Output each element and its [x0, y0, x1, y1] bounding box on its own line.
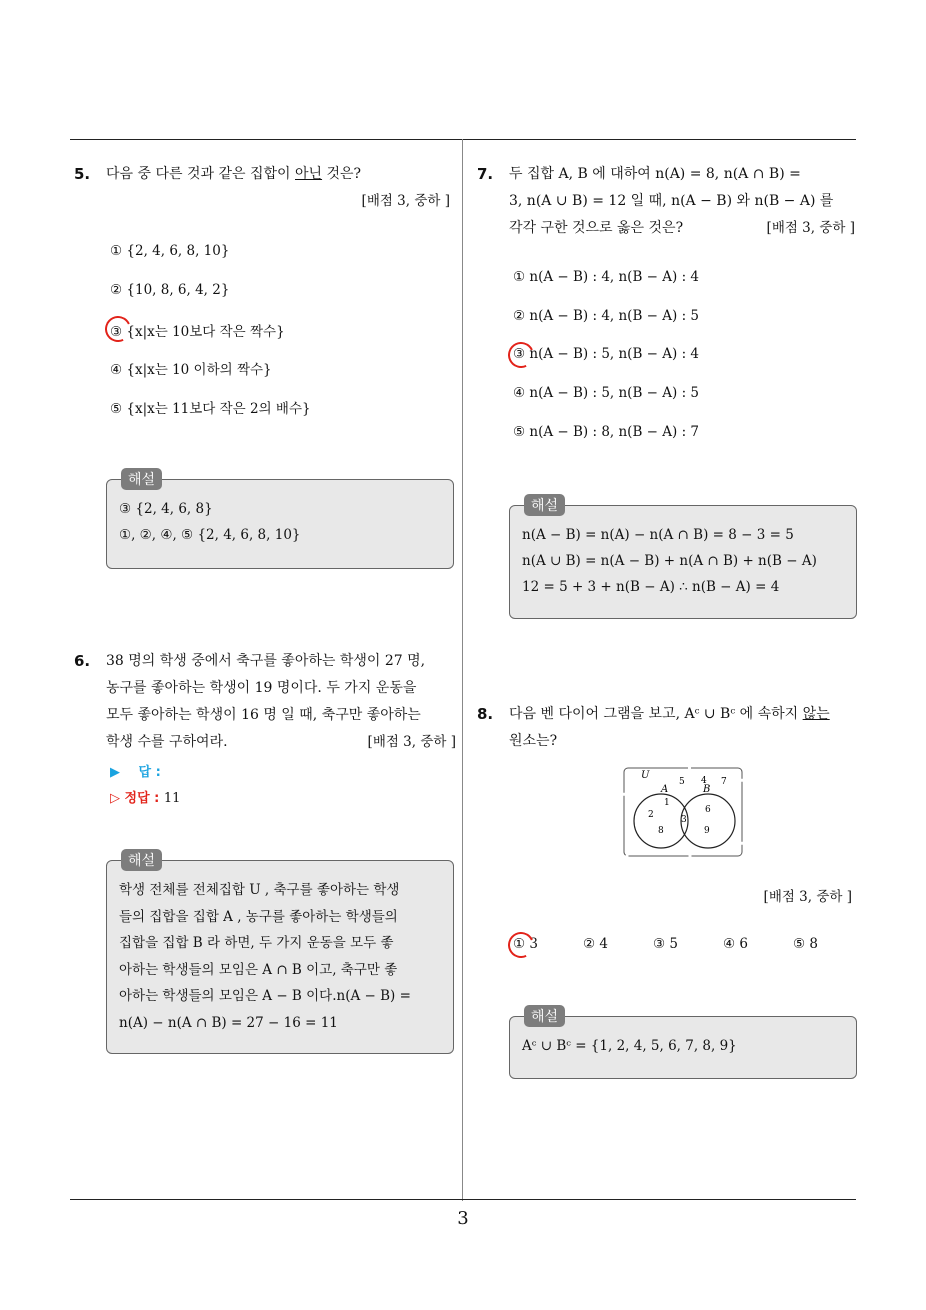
choice-2[interactable]: ② n(A − B) : 4, n(B − A) : 5 — [513, 308, 700, 324]
choice-5[interactable]: ⑤ n(A − B) : 8, n(B − A) : 7 — [513, 424, 700, 440]
venn-diagram — [623, 767, 743, 857]
label-u: U — [641, 770, 650, 781]
selected-answer-circle — [504, 928, 537, 961]
question-number: 5. — [74, 165, 91, 183]
choice-5[interactable]: ⑤ 8 — [793, 936, 818, 952]
element-7: 7 — [721, 777, 727, 787]
element-6: 6 — [705, 805, 711, 815]
solution-body: 학생 전체를 전체집합 U , 축구를 좋아하는 학생 들의 집합을 집합 A , 농구를 좋아하는 학생들의 집합을 집합 B 라 하면, 두 가지 운동을 모두 좋 아하는 학생들의 모임은 A ∩ B 이고, 축구만 좋 아하는 학생들의 모임은 A − B 이다.n(A − B) = n(A) − n(A ∩ B) = 27 − 16 = 11 — [119, 882, 411, 1031]
solution-tag: 해설 — [121, 849, 162, 871]
question-number: 6. — [74, 652, 91, 670]
score-meta: [배점 3, 중하 ] — [763, 889, 852, 905]
choice-2[interactable]: ② {10, 8, 6, 4, 2} — [110, 282, 230, 298]
choice-1[interactable]: ① {2, 4, 6, 8, 10} — [110, 243, 230, 259]
selected-answer-circle — [504, 338, 537, 371]
play-icon: ▶ — [110, 765, 120, 780]
solution-body: ③ {2, 4, 6, 8} ①, ②, ④, ⑤ {2, 4, 6, 8, 10} — [119, 501, 301, 543]
correct-answer-line: ▷ 정답 : 11 — [110, 791, 181, 806]
choice-4[interactable]: ④ n(A − B) : 5, n(B − A) : 5 — [513, 385, 700, 401]
question-text: 다음 중 다른 것과 같은 집합이 아닌 것은? — [106, 166, 362, 182]
choice-3[interactable]: ③ 5 — [653, 936, 678, 952]
choice-4[interactable]: ④ {x|x는 10 이하의 짝수} — [110, 362, 272, 378]
column-divider — [462, 139, 463, 1201]
solution-tag: 해설 — [524, 1005, 565, 1027]
choice-5[interactable]: ⑤ {x|x는 11보다 작은 2의 배수} — [110, 401, 311, 417]
solution-tag: 해설 — [524, 494, 565, 516]
choice-3-selected[interactable]: ③ n(A − B) : 5, n(B − A) : 4 — [513, 346, 699, 362]
choice-2[interactable]: ② 4 — [583, 936, 608, 952]
question-6: 6. 38 명의 학생 중에서 축구를 좋아하는 학생이 27 명, 농구를 좋아하는 학생이 19 명이다. 두 가지 운동을 모두 좋아하는 학생이 16 명 일 때, 축구만 좋아하는 학생 수를 구하여라. [배점 3, 중하 ] — [106, 648, 456, 756]
choice-1-selected[interactable]: ① 3 — [513, 936, 538, 952]
set-a-circle — [634, 794, 688, 848]
question-8: 8. 다음 벤 다이어 그램을 보고, Aᶜ ∪ Bᶜ 에 속하지 않는 원소는? — [509, 701, 861, 755]
selected-answer-circle — [101, 312, 134, 345]
element-9: 9 — [704, 826, 710, 836]
solution-body: Aᶜ ∪ Bᶜ = {1, 2, 4, 5, 6, 7, 8, 9} — [522, 1038, 737, 1054]
element-4: 4 — [701, 776, 707, 786]
bottom-rule — [70, 1199, 856, 1200]
solution-box — [509, 1009, 857, 1079]
question-number: 8. — [477, 705, 494, 723]
question-number: 7. — [477, 165, 494, 183]
element-8: 8 — [658, 826, 664, 836]
solution-tag: 해설 — [121, 468, 162, 490]
choice-3-selected[interactable]: ③ {x|x는 10보다 작은 짝수} — [110, 320, 285, 340]
choice-1[interactable]: ① n(A − B) : 4, n(B − A) : 4 — [513, 269, 700, 285]
answer-line: ▶ 답 : — [110, 765, 161, 780]
score-meta: [배점 3, 중하 ] — [361, 193, 450, 209]
element-2: 2 — [648, 810, 654, 820]
element-5: 5 — [679, 777, 685, 787]
question-7: 7. 두 집합 A, B 에 대하여 n(A) = 8, n(A ∩ B) = 3, n(A ∪ B) = 12 일 때, n(A − B) 와 n(B − A) 를 각각 구한 것으로 옳은 것은? [배점 3, 중하 ] — [509, 161, 859, 242]
triangle-outline-icon: ▷ — [110, 791, 120, 806]
label-b: B — [703, 784, 711, 795]
solution-box — [106, 853, 454, 1054]
solution-box — [509, 498, 857, 619]
question-5 — [74, 161, 450, 215]
element-3: 3 — [681, 815, 687, 825]
choice-4[interactable]: ④ 6 — [723, 936, 748, 952]
element-1: 1 — [664, 798, 670, 808]
label-a: A — [661, 784, 669, 795]
page-number: 3 — [457, 1208, 469, 1229]
set-b-circle — [681, 794, 735, 848]
top-rule — [70, 139, 856, 140]
score-meta: [배점 3, 중하 ] — [367, 734, 456, 750]
solution-box — [106, 472, 454, 569]
solution-body: n(A − B) = n(A) − n(A ∩ B) = 8 − 3 = 5 n(A ∪ B) = n(A − B) + n(A ∩ B) + n(B − A) 12 = 5 + 3 + n(B − A) ∴ n(B − A) = 4 — [522, 527, 817, 595]
question-text: 다음 벤 다이어 그램을 보고, Aᶜ ∪ Bᶜ 에 속하지 않는 — [509, 706, 830, 722]
score-meta: [배점 3, 중하 ] — [766, 220, 855, 236]
